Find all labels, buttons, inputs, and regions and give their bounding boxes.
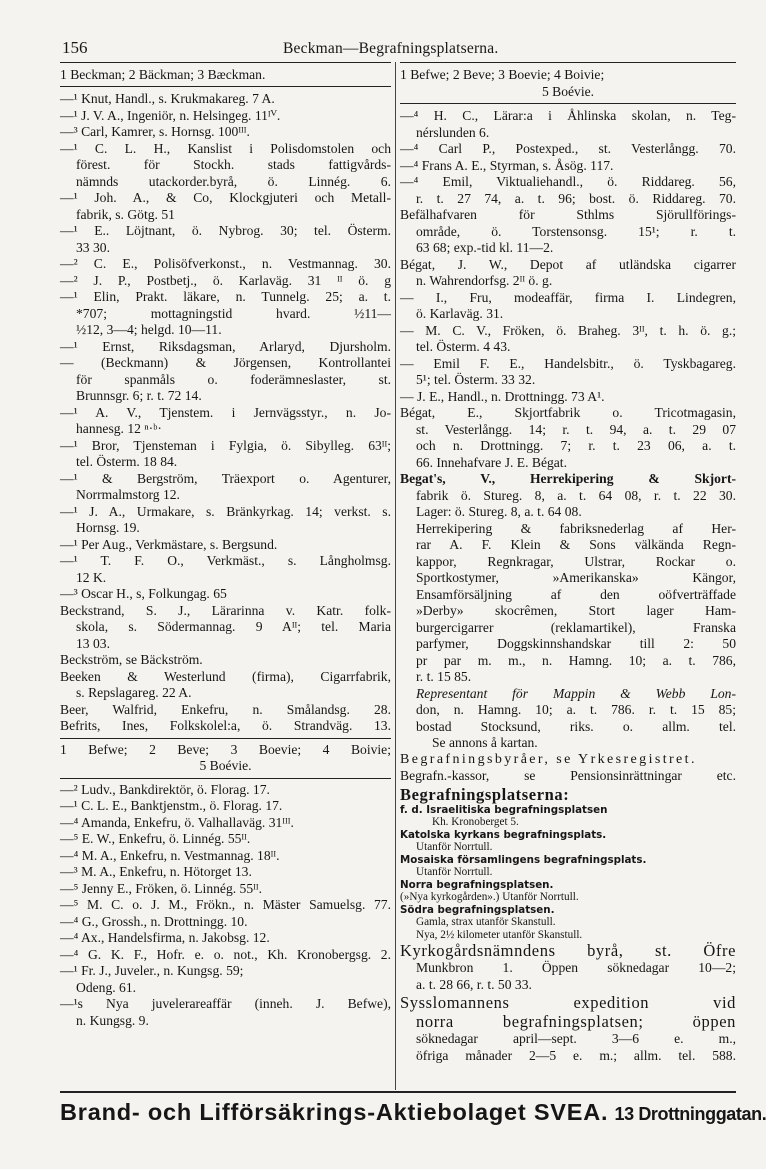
directory-entry-line: —⁴ G., Grossh., n. Drottningg. 10. — [60, 913, 248, 929]
column-header-line: 1 Befwe; 2 Beve; 3 Boevie; 4 Boivie; — [400, 67, 605, 82]
directory-entry-line: Herrekipering & fabriksnederlag af Her- — [416, 520, 736, 536]
directory-entry-line: Munkbron 1. Öppen söknedagar 10—2; — [416, 960, 736, 975]
directory-entry-line: Begrafningsbyråer, se Yrkesregistret. — [400, 751, 697, 767]
directory-entry-line: r. t. 27 74, a. t. 96; bost. ö. Riddareg. 70. — [416, 190, 736, 206]
directory-entry-line: —¹ A. V., Tjenstem. i Jernvägsstyr., n. Jo- — [60, 404, 391, 420]
directory-entry-line: Norra begrafningsplatsen. — [400, 878, 554, 891]
directory-entry-line: —¹ T. F. O., Verkmäst., s. Långholmsg. — [60, 553, 391, 568]
directory-entry-line: st. Vesterlångg. 14; r. t. 94, a. t. 29 07 — [416, 421, 736, 437]
directory-entry-line: —⁵ Jenny E., Fröken, ö. Linnég. 55ᴵᴵ. — [60, 880, 262, 896]
directory-entry-line: Katolska kyrkans begrafningsplats. — [400, 828, 607, 841]
directory-entry-line: Begrafn.-kassor, se Pensionsinrättningar etc. — [400, 768, 736, 783]
directory-entry-line: rar A. F. Klein & Sons välkända Regn- — [416, 537, 736, 552]
directory-entry-line: a. t. 28 66, r. t. 50 33. — [416, 976, 532, 992]
directory-entry-line: —³ M. A., Enkefru, n. Hötorget 13. — [60, 864, 252, 879]
directory-entry-line: f. d. Israelitiska begrafningsplatsen — [400, 803, 608, 816]
directory-entry-line: 66. Innehafvare J. E. Bégat. — [416, 454, 567, 470]
directory-entry-line: —² J. P., Postbetj., ö. Karlaväg. 31 ᴵᴵ ö. g — [60, 272, 391, 288]
directory-entry-line: —⁴ Emil, Viktualiehandl., ö. Riddareg. 56, — [400, 174, 736, 189]
column-divider — [395, 62, 396, 1090]
directory-entry-line: norra begrafningsplatsen; öppen — [416, 1012, 736, 1031]
directory-entry-line: förest. för Stockh. stads fattigvårds- — [76, 157, 391, 172]
directory-entry-line: n. Kungsg. 9. — [76, 1012, 149, 1028]
directory-entry-line: —² C. E., Polisöfverkonst., n. Vestmannag. 30. — [60, 256, 391, 271]
directory-entry-line: tel. Österm. 18 84. — [76, 454, 178, 469]
directory-entry-line: Mosaiska församlingens begrafningsplats. — [400, 853, 647, 866]
directory-entry-line: Beckstrand, S. J., Lärarinna v. Katr. folk- — [60, 602, 391, 618]
directory-entry-line: —⁵ E. W., Enkefru, ö. Linnég. 55ᴵᴵ. — [60, 831, 251, 846]
directory-entry-line: — I., Fru, modeaffär, firma I. Lindegren, — [400, 289, 736, 305]
directory-entry-line: Norrmalmstorg 12. — [76, 487, 180, 502]
directory-entry-line: Kh. Kronoberget 5. — [432, 816, 519, 828]
directory-entry-line: Bégat, E., Skjortfabrik o. Tricotmagasin, — [400, 405, 736, 420]
left-column-header — [60, 62, 391, 87]
directory-entry-line: 63 68; exp.-tid kl. 11—2. — [416, 240, 554, 255]
directory-entry-line: ö. Karlaväg. 31. — [416, 306, 504, 321]
directory-entry-line: ½12, 3—4; helgd. 10—11. — [76, 322, 222, 337]
directory-entry-line: —¹ E.. Löjtnant, ö. Nybrog. 30; tel. Österm. — [60, 223, 391, 238]
advertisement-address: 13 Drottninggatan. — [614, 1104, 766, 1124]
column-header-line: 5 Boévie. — [541, 84, 595, 99]
directory-entry-line: Representant för Mappin & Webb Lon- — [416, 685, 736, 701]
directory-entry-line: (»Nya kyrkogården».) Utanför Norrtull. — [400, 891, 579, 903]
directory-entry-line: Lager: ö. Stureg. 8, a. t. 64 08. — [416, 504, 582, 519]
directory-entry-line: område, ö. Torstensonsg. 15¹; r. t. — [416, 223, 736, 239]
directory-entry-line: s. Repslagareg. 22 A. — [76, 685, 192, 700]
directory-entry-line: Kyrkogårdsnämndens byrå, st. Öfre — [400, 941, 736, 960]
directory-entry-line: nämnds utackorder.byrå, ö. Linnég. 6. — [76, 173, 391, 189]
directory-entry-line: Sysslomannens expedition vid — [400, 993, 736, 1012]
right-column-header — [400, 62, 736, 104]
directory-entry-line: r. t. 15 85. — [416, 669, 472, 684]
directory-entry-line: 33 30. — [76, 239, 110, 255]
directory-entry-line: för spanmåls o. foderämneslaster, st. — [76, 371, 391, 387]
left-column — [60, 62, 391, 1029]
directory-entry-line: Beeken & Westerlund (firma), Cigarrfabrik, — [60, 668, 391, 684]
directory-entry-line: Beer, Walfrid, Enkefru, n. Smålandsg. 28. — [60, 701, 391, 717]
directory-entry-line: don, n. Hamng. 10; a. t. 786. r. t. 15 85; — [416, 702, 736, 717]
directory-entry-line: —⁴ Amanda, Enkefru, ö. Valhallaväg. 31ᴵᴵᴵ. — [60, 814, 294, 830]
directory-entry-line: 13 03. — [76, 635, 110, 651]
directory-entry-line: —¹s Nya juvelerareaffär (inneh. J. Befwe), — [60, 996, 391, 1011]
directory-entry-line: —⁵ M. C. o. J. M., Frökn., n. Mäster Samuelsg. 77. — [60, 897, 391, 912]
directory-entry-line: Brunnsgr. 6; r. t. 72 14. — [76, 388, 202, 403]
directory-entry-line: bostad Stocksund, riks. o. allm. tel. — [416, 718, 736, 734]
directory-entry-line: Begat's, V., Herrekipering & Skjort- — [400, 471, 736, 486]
directory-entry-line: —¹ Fr. J., Juveler., n. Kungsg. 59; — [60, 963, 244, 978]
directory-entry-line: 12 K. — [76, 569, 107, 585]
directory-entry-line: hannesg. 12 ⁿ·ᵇ· — [76, 421, 162, 436]
directory-entry-line: fabrik, s. Götg. 51 — [76, 206, 175, 222]
directory-entry-line: öfriga månader 2—5 e. m.; allm. tel. 588. — [416, 1047, 736, 1063]
directory-entry-line: 5¹; tel. Österm. 33 32. — [416, 372, 536, 387]
right-column — [400, 62, 736, 1064]
directory-entry-line: Befälhafvaren för Sthlms Sjörullförings- — [400, 207, 736, 222]
running-title: Beckman—Begrafningsplatserna. — [283, 40, 499, 57]
section-rule — [60, 778, 391, 779]
directory-entry-line: skola, s. Södermannag. 9 Aᴵᴵ; tel. Maria — [76, 619, 391, 634]
directory-entry-line: Hornsg. 19. — [76, 520, 140, 535]
advertisement-banner — [60, 1091, 766, 1133]
directory-entry-line: —¹ J. A., Urmakare, s. Bränkyrkag. 14; verkst. s. — [60, 503, 391, 519]
directory-entry-line: Nya, 2½ kilometer utanför Skanstull. — [416, 928, 583, 941]
directory-entry-line: Beckström, se Bäckström. — [60, 652, 203, 667]
directory-entry-line: fabrik ö. Stureg. 8, a. t. 64 08, r. t. 22 30. — [416, 487, 736, 503]
directory-entry-line: Ensamförsäljning af den oöfverträffade — [416, 586, 736, 602]
left-column-entries — [60, 91, 391, 1029]
directory-entry-line: nérslunden 6. — [416, 124, 490, 140]
directory-entry-line: —⁴ H. C., Lärar:a i Åhlinska skolan, n. Teg- — [400, 108, 736, 123]
directory-entry-line: Befrits, Ines, Folkskolel:a, ö. Strandväg. 13. — [60, 718, 391, 733]
directory-entry-line: 1 Befwe; 2 Beve; 3 Boevie; 4 Boivie; — [60, 741, 391, 757]
directory-entry-line: söknedagar april—sept. 3—6 e. m., — [416, 1031, 736, 1046]
directory-entry-line: *707; mottagningstid hvard. ½11— — [76, 305, 391, 321]
directory-entry-line: Se annons å kartan. — [432, 735, 538, 750]
directory-entry-line: tel. Österm. 4 43. — [416, 339, 511, 354]
directory-entry-line: Gamla, strax utanför Skanstull. — [416, 916, 556, 928]
directory-entry-line: Begrafningsplatserna: — [400, 784, 570, 804]
directory-entry-line: »Derby» skocrêmen, Stort lager Ham- — [416, 603, 736, 618]
directory-entry-line: Odeng. 61. — [76, 979, 137, 995]
directory-entry-line: — M. C. V., Fröken, ö. Braheg. 3ᴵᴵ, t. h. ö. g.; — [400, 322, 736, 338]
directory-entry-line: —¹ Ernst, Riksdagsman, Arlaryd, Djursholm. — [60, 338, 391, 354]
directory-entry-line: — Emil F. E., Handelsbitr., ö. Tyskbagareg. — [400, 355, 736, 371]
page-number: 156 — [62, 38, 88, 57]
directory-entry-line: Bégat, J. W., Depot af utländska cigarrer — [400, 256, 736, 272]
directory-entry-line: —¹ Joh. A., & Co, Klockgjuteri och Metall- — [60, 190, 391, 205]
directory-entry-line: Södra begrafningsplatsen. — [400, 903, 555, 916]
directory-entry-line: —⁴ Carl P., Postexped., st. Vesterlångg. 70. — [400, 141, 736, 156]
directory-entry-line: kappor, Regnkragar, Ulstrar, Rockar o. — [416, 553, 736, 569]
directory-entry-line: —⁴ Ax., Handelsfirma, n. Jakobsg. 12. — [60, 930, 270, 945]
directory-entry-line: —¹ Elin, Prakt. läkare, n. Tunnelg. 25; a. t. — [60, 289, 391, 304]
directory-entry-line: Utanför Norrtull. — [416, 841, 493, 853]
advertisement-company: Brand- och Lifförsäkrings-Aktiebolaget SVEA. — [60, 1099, 609, 1125]
directory-entry-line: — (Beckmann) & Jörgensen, Kontrollantei — [60, 355, 391, 370]
directory-entry-line: —¹ C. L. H., Kanslist i Polisdomstolen och — [60, 140, 391, 156]
directory-entry-line: —⁴ G. K. F., Hofr. e. o. not., Kh. Kronobergsg. 2. — [60, 946, 391, 962]
directory-entry-line: Utanför Norrtull. — [416, 866, 493, 878]
directory-entry-line: burgercigarrer (reklamartikel), Franska — [416, 619, 736, 635]
section-rule — [60, 738, 391, 739]
directory-entry-line: —¹ & Bergström, Träexport o. Agenturer, — [60, 470, 391, 486]
directory-entry-line: —¹ Per Aug., Verkmästare, s. Bergsund. — [60, 536, 278, 552]
directory-entry-line: n. Wahrendorfsg. 2ᴵᴵ ö. g. — [416, 273, 553, 288]
directory-entry-line: —¹ Bror, Tjensteman i Fylgia, ö. Sibylleg. 63ᴵᴵ; — [60, 437, 391, 453]
directory-entry-line: —³ Carl, Kamrer, s. Hornsg. 100ᴵᴵᴵ. — [60, 124, 250, 139]
column-header-line: 1 Beckman; 2 Bäckman; 3 Bæckman. — [60, 67, 266, 82]
directory-entry-line: Sportkostymer, »Amerikanska» Kängor, — [416, 570, 736, 585]
directory-entry-line: parfymer, Doggskinnshandskar till 2: 50 — [416, 636, 736, 651]
directory-entry-line: —¹ J. V. A., Ingeniör, n. Helsingeg. 11ᴵⱽ. — [60, 107, 281, 123]
directory-entry-line: pr par m. m., n. Hamng. 10; a. t. 786, — [416, 652, 736, 668]
right-column-entries — [400, 108, 736, 1064]
directory-entry-line: —⁴ M. A., Enkefru, n. Vestmannag. 18ᴵᴵ. — [60, 847, 280, 863]
directory-entry-line: 5 Boévie. — [199, 758, 252, 773]
directory-entry-line: —⁴ Frans A. E., Styrman, s. Åsög. 117. — [400, 157, 614, 173]
directory-entry-line: —¹ C. L. E., Banktjenstm., ö. Florag. 17. — [60, 798, 283, 813]
directory-entry-line: — J. E., Handl., n. Drottningg. 73 A¹. — [400, 388, 605, 404]
directory-entry-line: —¹ Knut, Handl., s. Krukmakareg. 7 A. — [60, 91, 275, 106]
directory-entry-line: och n. Drottningg. 7; r. t. 23 06, a. t. — [416, 438, 736, 453]
directory-entry-line: —² Ludv., Bankdirektör, ö. Florag. 17. — [60, 781, 270, 797]
directory-entry-line: —³ Oscar H., s, Folkungag. 65 — [60, 586, 227, 601]
